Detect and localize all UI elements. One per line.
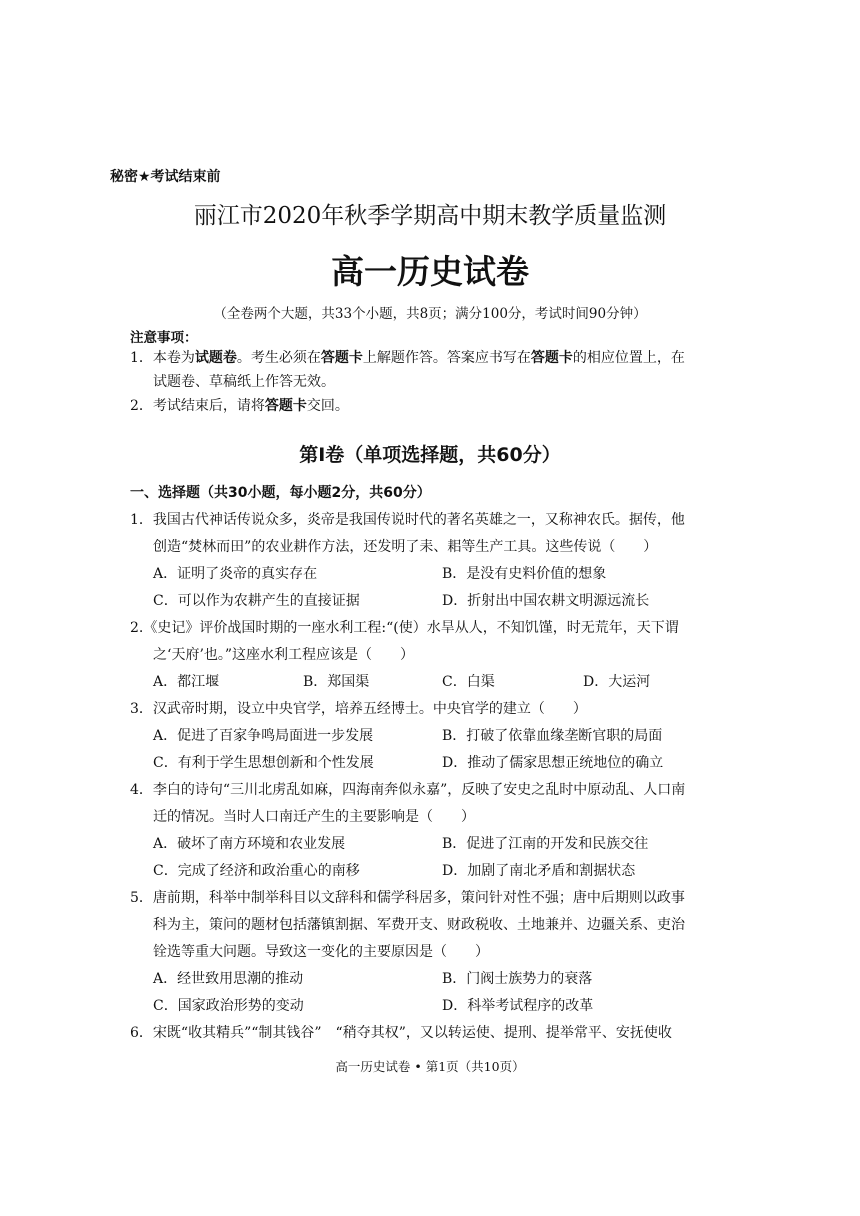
question-4-option-c: C．完成了经济和政治重心的南移: [153, 863, 360, 879]
question-5-line-2: 科为主，策问的题材包括藩镇割据、军费开支、财政税收、土地兼并、边疆关系、吏治: [153, 917, 685, 933]
question-5-option-c: C．国家政治形势的变动: [153, 998, 304, 1014]
question-5-line-1: 5．唐前期，科举中制举科目以文辞科和儒学科居多，策问针对性不强；唐中后期则以政事: [130, 890, 685, 906]
question-2-line-1: 2.《史记》评价战国时期的一座水利工程:“(使）水旱从人，不知饥馑，时无荒年，天下谓: [130, 620, 679, 636]
question-4-option-d: D．加剧了南北矛盾和割据状态: [442, 863, 636, 879]
question-3-option-c: C．有利于学生思想创新和个性发展: [153, 755, 374, 771]
confidential-label: 秘密★考试结束前: [110, 169, 221, 185]
part-title: 第Ⅰ卷（单项选择题，共60分）: [299, 444, 561, 466]
exam-title: 丽江市2020年秋季学期高中期末教学质量监测: [193, 203, 667, 229]
question-6-line-1: 6．宋既“收其精兵”“制其钱谷” “稍夺其权”，又以转运使、提刑、提举常平、安抚使收: [130, 1025, 672, 1041]
question-3-option-b: B．打破了依靠血缘垄断官职的局面: [442, 728, 663, 744]
question-4-line-2: 迁的情况。当时人口南迁产生的主要影响是（ ）: [153, 809, 475, 825]
question-5-line-3: 铨选等重大问题。导致这一变化的主要原因是（ ）: [153, 944, 489, 960]
question-5-option-d: D．科举考试程序的改革: [442, 998, 594, 1014]
page-footer: 高一历史试卷 • 第1页（共10页）: [335, 1059, 525, 1074]
question-3-option-d: D．推动了儒家思想正统地位的确立: [442, 755, 664, 771]
question-3-line-1: 3．汉武帝时期，设立中央官学，培养五经博士。中央官学的建立（ ）: [130, 701, 587, 717]
note-item-2: 2．考试结束后，请将答题卡交回。: [130, 398, 349, 414]
question-1-line-2: 创造“焚林而田”的农业耕作方法，还发明了耒、耜等生产工具。这些传说（ ）: [153, 539, 658, 555]
question-1-option-c: C．可以作为农耕产生的直接证据: [153, 593, 360, 609]
question-2-option-d: D．大运河: [583, 674, 651, 690]
subject-title: 高一历史试卷: [331, 252, 529, 291]
question-1-option-a: A．证明了炎帝的真实存在: [153, 566, 318, 582]
note-item-1: 1．本卷为试题卷。考生必须在答题卡上解题作答。答案应书写在答题卡的相应位置上，在: [130, 350, 685, 366]
question-3-option-a: A．促进了百家争鸣局面进一步发展: [153, 728, 374, 744]
question-4-option-b: B．促进了江南的开发和民族交往: [442, 836, 649, 852]
question-1-line-1: 1．我国古代神话传说众多，炎帝是我国传说时代的著名英雄之一，又称神农氏。据传，他: [130, 512, 685, 528]
section-title: 一、选择题（共30小题，每小题2分，共60分）: [130, 485, 431, 501]
note-item-1-cont: 试题卷、草稿纸上作答无效。: [153, 374, 335, 390]
question-1-option-b: B．是没有史料价值的想象: [442, 566, 607, 582]
question-4-line-1: 4．李白的诗句“三川北虏乱如麻，四海南奔似永嘉”，反映了安史之乱时中原动乱、人口南: [130, 782, 686, 798]
question-5-option-b: B．门阀士族势力的衰落: [442, 971, 593, 987]
question-1-option-d: D．折射出中国农耕文明源远流长: [442, 593, 650, 609]
question-2-option-b: B．郑国渠: [303, 674, 370, 690]
question-5-option-a: A．经世致用思潮的推动: [153, 971, 304, 987]
question-2-option-c: C．白渠: [442, 674, 495, 690]
notes-heading: 注意事项：: [130, 330, 198, 346]
question-2-line-2: 之‘天府’也。”这座水利工程应该是（ ）: [153, 647, 415, 663]
question-4-option-a: A．破坏了南方环境和农业发展: [153, 836, 346, 852]
question-2-option-a: A．都江堰: [153, 674, 220, 690]
exam-info: （全卷两个大题，共33个小题，共8页；满分100分，考试时间90分钟）: [213, 306, 647, 322]
